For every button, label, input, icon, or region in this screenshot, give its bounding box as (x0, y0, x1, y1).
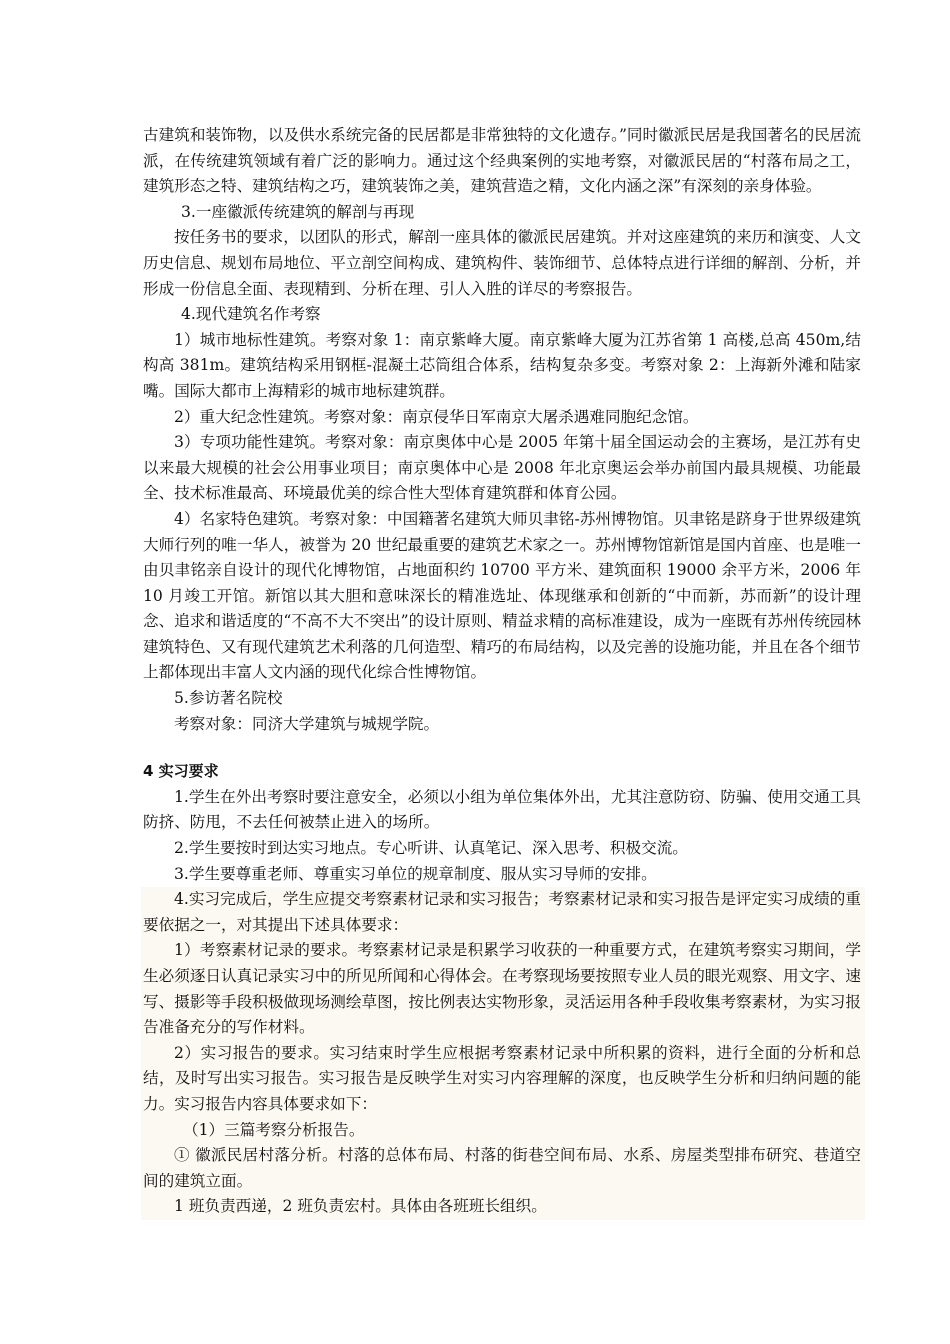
shaded-block (141, 887, 865, 1220)
report-item-1: （1）三篇考察分析报告。 (183, 1120, 365, 1139)
requirement-1: 1.学生在外出考察时要注意安全，必须以小组为单位集体外出，尤其注意防窃、防骗、使用交通工具防挤、防甩，不去任何被禁止进入的场所。 (143, 787, 861, 832)
paragraph-landmark: 1）城市地标性建筑。考察对象 1：南京紫峰大厦。南京紫峰大厦为江苏省第 1 高楼,总高 450m,结构高 381m。建筑结构采用钢框-混凝土芯筒组合体系，结构复杂多变。考察对象 2：上海新外滩和陆家嘴。国际大都市上海精彩的城市地标建筑群。 (143, 330, 861, 400)
section-heading-4: 4.现代建筑名作考察 (181, 305, 321, 324)
paragraph-dissection: 按任务书的要求，以团队的形式，解剖一座具体的徽派民居建筑。并对这座建筑的来历和演变、人文历史信息、规划布局地位、平立剖空间构成、建筑构件、装饰细节、总体特点进行详细的解剖、分析，并形成一份信息全面、表现精到、分析在理、引人入胜的详尽的考察报告。 (143, 228, 861, 298)
paragraph-functional: 3）专项功能性建筑。考察对象：南京奥体中心是 2005 年第十届全国运动会的主赛场，是江苏有史以来最大规模的社会公用事业项目；南京奥体中心是 2008 年北京奥运会举办前国内最具规模、功能最全、技术标准最高、环境最优美的综合性大型体育建筑群和体育公园。 (143, 433, 861, 503)
section-heading-3: 3.一座徽派传统建筑的解剖与再现 (181, 202, 415, 221)
paragraph-tongji: 考察对象：同济大学建筑与城规学院。 (174, 714, 440, 733)
section-heading-5: 5.参访著名院校 (174, 689, 283, 708)
spacer (143, 737, 861, 759)
paragraph-memorial: 2）重大纪念性建筑。考察对象：南京侵华日军南京大屠杀遇难同胞纪念馆。 (174, 407, 699, 426)
paragraph-huipai-intro: 古建筑和装饰物，以及供水系统完备的民居都是非常独特的文化遗存。”同时徽派民居是我国著名的民居流派，在传统建筑领域有着广泛的影响力。通过这个经典案例的实地考察，对徽派民居的“村落布局之工，建筑形态之特、建筑结构之巧，建筑装饰之美，建筑营造之精，文化内涵之深”有深刻的亲身体验。 (143, 126, 861, 196)
requirement-report: 2）实习报告的要求。实习结束时学生应根据考察素材记录中所积累的资料，进行全面的分析和总结，及时写出实习报告。实习报告是反映学生对实习内容理解的深度，也反映学生分析和归纳问题的能力。实习报告内容具体要求如下： (143, 1043, 861, 1113)
requirement-record: 1）考察素材记录的要求。考察素材记录是积累学习收获的一种重要方式，在建筑考察实习期间，学生必须逐日认真记录实习中的所见所闻和心得体会。在考察现场要按照专业人员的眼光观察、用文字、速写、摄影等手段积极做现场测绘草图，按比例表达实物形象，灵活运用各种手段收集考察素材，为实习报告准备充分的写作材料。 (143, 941, 861, 1037)
chapter-heading-4: 4 实习要求 (143, 762, 219, 781)
paragraph-master-architect: 4）名家特色建筑。考察对象：中国籍著名建筑大师贝聿铭-苏州博物馆。贝聿铭是跻身于世界级建筑大师行列的唯一华人，被誉为 20 世纪最重要的建筑艺术家之一。苏州博物馆新馆是国内首座、也是唯一由贝聿铭亲自设计的现代化博物馆，占地面积约 10700 平方米、建筑面积 19000 余平方米，2006 年 10 月竣工开馆。新馆以其大胆和意味深长的精准选址、体现继承和创新的“中而新，苏而新”的设计理念、追求和谐适度的“不高不大不突出”的设计原则、精益求精的高标准建设，成为一座既有苏州传统园林建筑特色、又有现代建筑艺术利落的几何造型、精巧的布局结构，以及完善的设施功能，并且在各个细节上都体现出丰富人文内涵的现代化综合性博物馆。 (143, 509, 861, 682)
report-item-class-assignment: 1 班负责西递，2 班负责宏村。具体由各班班长组织。 (174, 1197, 547, 1216)
requirement-2: 2.学生要按时到达实习地点。专心听讲、认真笔记、深入思考、积极交流。 (174, 839, 688, 858)
report-item-village-analysis: ① 徽派民居村落分析。村落的总体布局、村落的街巷空间布局、水系、房屋类型排布研究、巷道空间的建筑立面。 (143, 1146, 861, 1190)
requirement-3: 3.学生要尊重老师、尊重实习单位的规章制度、服从实习导师的安排。 (174, 864, 657, 883)
requirement-4: 4.实习完成后，学生应提交考察素材记录和实习报告；考察素材记录和实习报告是评定实习成绩的重要依据之一，对其提出下述具体要求： (143, 890, 861, 934)
document-body (143, 123, 861, 1220)
